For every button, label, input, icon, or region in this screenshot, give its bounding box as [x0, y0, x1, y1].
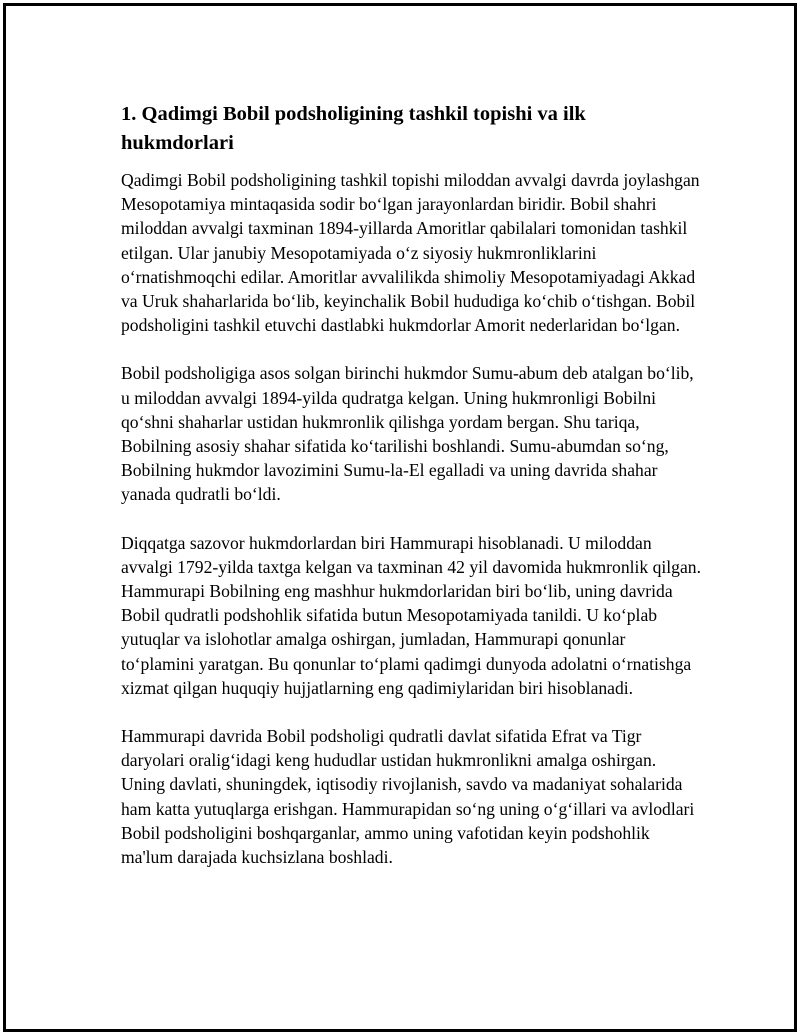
paragraph-4: Hammurapi davrida Bobil podsholigi qudratli davlat sifatida Efrat va Tigr daryolari oraligʻidagi keng hududlar ustidan hukmronlikni amalga oshirgan. Uning davlati, shuningdek, iqtisodiy rivojlanish, savdo va madaniyat sohalarida ham katta yutuqlarga erishgan. Hammurapidan soʻng uning oʻgʻillari va avlodlari Bobil podsholigini boshqarganlar, ammo uning vafotidan keyin podshohlik ma'lum darajada kuchsizlana boshladi. — [121, 726, 695, 868]
paragraph-3: Diqqatga sazovor hukmdorlardan biri Hammurapi hisoblanadi. U miloddan avvalgi 1792-yilda taxtga kelgan va taxminan 42 yil davomida hukmronlik qilgan. Hammurapi Bobilning eng mashhur hukmdorlaridan biri boʻlib, uning davrida Bobil qudratli podshohlik sifatida butun Mesopotamiyada tanildi. U koʻplab yutuqlar va islohotlar amalga oshirgan, jumladan, Hammurapi qonunlar toʻplamini yaratgan. Bu qonunlar toʻplami qadimgi dunyoda adolatni oʻrnatishga xizmat qilgan huquqiy hujjatlarning eng qadimiylaridan biri hisoblanadi. — [121, 532, 701, 698]
section-heading: 1. Qadimgi Bobil podsholigining tashkil topishi va ilk hukmdorlari — [121, 103, 586, 154]
paragraph-2: Bobil podsholigiga asos solgan birinchi hukmdor Sumu-abum deb atalgan boʻlib, u miloddan avvalgi 1894-yilda qudratga kelgan. Uning hukmronligi Bobilni qoʻshni shaharlar ustidan hukmronlik qilishga yordam bergan. Shu tariqa, Bobilning asosiy shahar sifatida koʻtarilishi boshlandi. Sumu-abumdan soʻng, Bobilning hukmdor lavozimini Sumu-la-El egalladi va uning davrida shahar yanada qudratli boʻldi. — [121, 363, 694, 505]
document-body — [121, 100, 701, 893]
page-border — [3, 3, 797, 1032]
paragraph-1: Qadimgi Bobil podsholigining tashkil topishi miloddan avvalgi davrda joylashgan Mesopotamiya mintaqasida sodir boʻlgan jarayonlardan biridir. Bobil shahri miloddan avvalgi taxminan 1894-yillarda Amoritlar qabilalari tomonidan tashkil etilgan. Ular janubiy Mesopotamiyada oʻz siyosiy hukmronliklarini oʻrnatishmoqchi edilar. Amoritlar avvalilikda shimoliy Mesopotamiyadagi Akkad va Uruk shaharlarida boʻlib, keyinchalik Bobil hududiga koʻchib oʻtishgan. Bobil podsholigini tashkil etuvchi dastlabki hukmdorlar Amorit nederlaridan boʻlgan. — [121, 170, 700, 336]
